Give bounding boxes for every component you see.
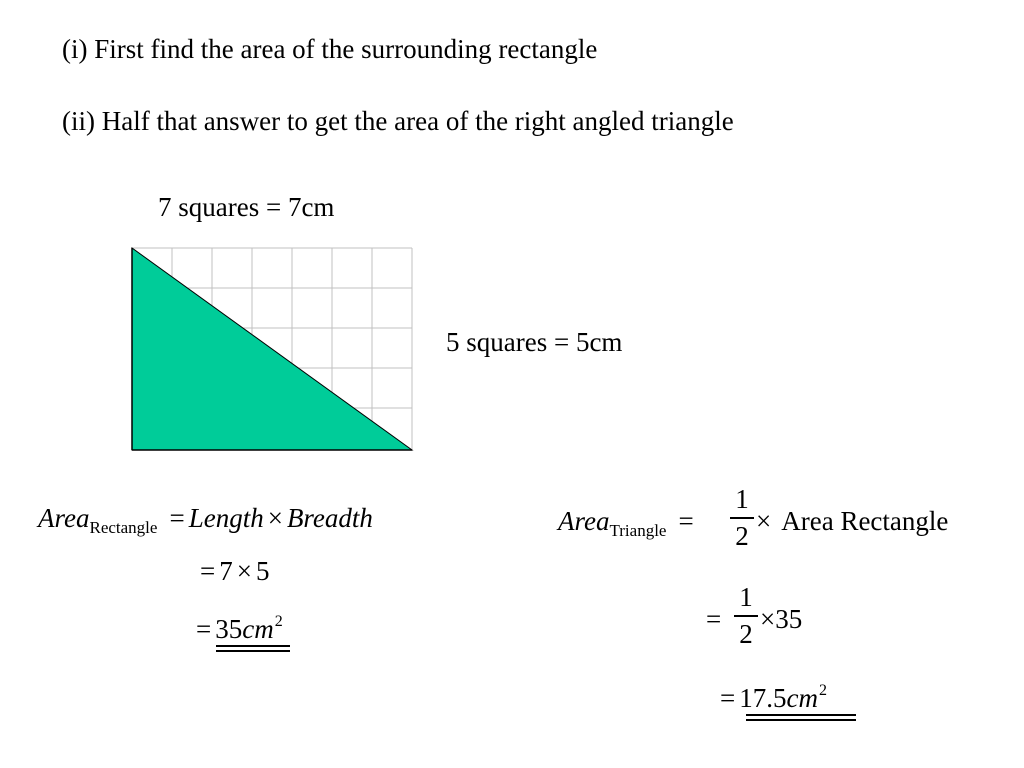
triangle-area-formula [558,508,698,539]
instruction-step-2: (ii) Half that answer to get the area of the right angled triangle [62,106,734,136]
right-angled-triangle [132,248,412,450]
equals-sign: = [720,683,736,713]
rectangle-area-result [192,614,283,643]
rectangle-area-value: 35 [775,604,803,634]
fraction-numerator: 1 [739,582,753,612]
result-value: 17.5 [739,683,787,713]
fraction-bar [730,517,754,519]
unit-power: 2 [818,682,827,699]
equals-sign: = [169,503,185,533]
fraction-bar [734,615,758,617]
length-word: Length [188,503,264,533]
rectangle-area-formula [38,505,373,536]
rectangle-subscript: Rectangle [89,518,158,537]
breadth-word: Breadth [286,503,373,533]
times-sign: × [760,604,776,634]
length-value: 7 [219,556,233,586]
times-sign: × [236,556,252,586]
result-value: 35 [215,614,243,644]
half-fraction [730,486,754,550]
unit-text: cm [786,683,818,713]
half-fraction-step-2 [734,584,758,648]
fraction-denominator: 2 [739,618,753,649]
equals-sign: = [678,506,694,536]
triangle-area-rhs [756,508,948,535]
area-word: Area [558,506,610,536]
equals-sign: = [200,556,216,586]
rectangle-area-step-2 [196,558,269,585]
result-underline-bottom [746,719,856,721]
result-underline-bottom [216,650,290,652]
unit-power: 2 [274,613,283,630]
breadth-value: 5 [255,556,270,586]
triangle-area-result [716,683,827,712]
area-rectangle-text: Area Rectangle [781,506,949,536]
times-sign: × [756,506,772,536]
equals-sign: = [196,614,212,644]
instruction-step-1: (i) First find the area of the surrounding rectangle [62,34,598,64]
result-underline-top [216,645,290,647]
triangle-grid-diagram [128,244,420,454]
area-word: Area [38,503,90,533]
times-sign: × [267,503,283,533]
fraction-numerator: 1 [735,484,749,514]
equals-sign: = [706,604,722,634]
unit-text: cm [242,614,274,644]
fraction-denominator: 2 [735,520,749,551]
result-underline-top [746,714,856,716]
triangle-step-2-rhs [760,606,802,633]
triangle-step-2-equals [706,606,721,633]
triangle-subscript: Triangle [609,521,667,540]
side-dimension-label: 5 squares = 5cm [446,327,623,357]
top-dimension-label: 7 squares = 7cm [158,192,335,222]
